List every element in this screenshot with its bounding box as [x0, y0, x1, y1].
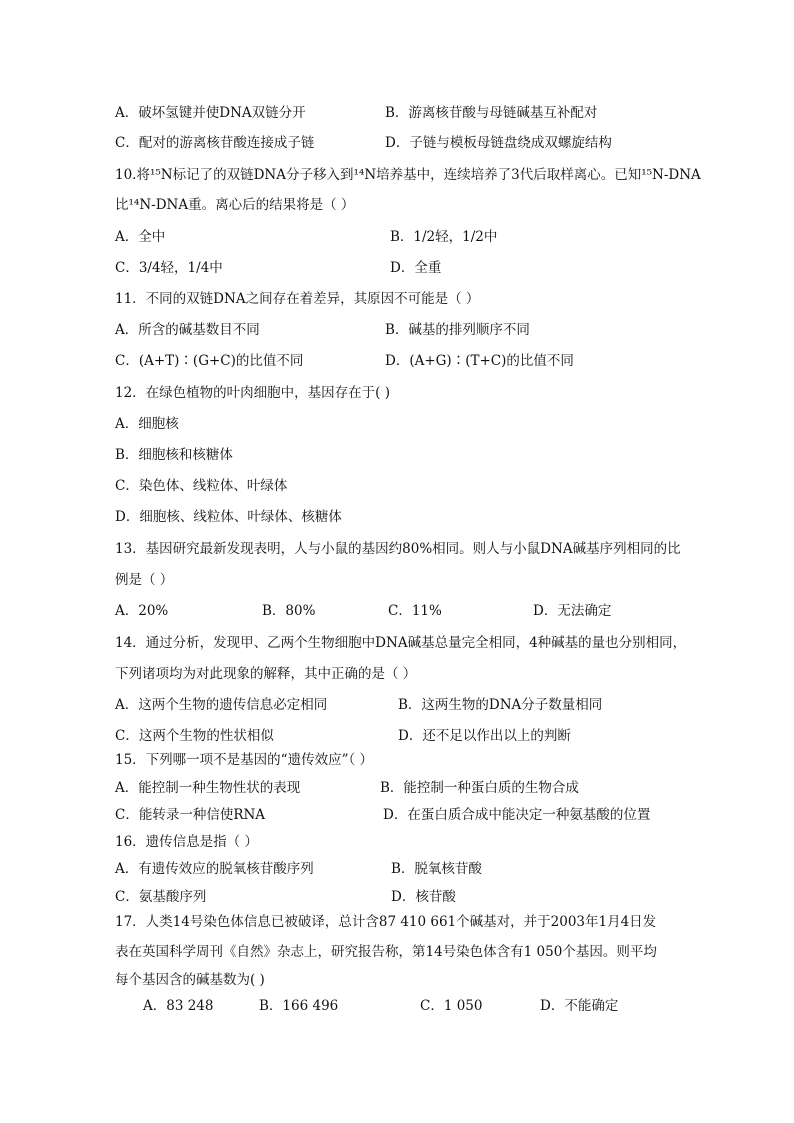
question-stem: 13．基因研究最新发现表明，人与小鼠的基因约80%相同。则人与小鼠DNA碱基序列相同的比	[115, 541, 681, 557]
option-d: D．无法确定	[533, 603, 612, 619]
option-c: C．氨基酸序列	[115, 889, 207, 905]
question-stem: 14．通过分析，发现甲、乙两个生物细胞中DNA碱基总量完全相同，4种碱基的量也分别相同，	[115, 635, 687, 651]
option-b: B．游离核苷酸与母链碱基互补配对	[385, 105, 598, 121]
option-a: A．这两个生物的遗传信息必定相同	[115, 697, 328, 713]
option-c: C．这两个生物的性状相似	[115, 728, 274, 744]
option-b: B．80%	[262, 603, 316, 619]
option-b: B．1/2轻，1/2中	[390, 229, 498, 245]
option-b: B．能控制一种蛋白质的生物合成	[380, 780, 579, 796]
option-a: A．83 248	[143, 998, 214, 1014]
question-stem: 11．不同的双链DNA之间存在着差异，其原因不可能是（ ）	[115, 291, 480, 307]
option-c: C．3/4轻，1/4中	[115, 260, 223, 276]
option-b: B．这两生物的DNA分子数量相同	[398, 697, 603, 713]
question-stem-continued: 例是（ ）	[115, 572, 174, 588]
option-c: C．配对的游离核苷酸连接成子链	[115, 135, 315, 151]
option-d: D．细胞核、线粒体、叶绿体、核糖体	[115, 509, 342, 525]
option-a: A．细胞核	[115, 416, 179, 432]
option-d: D．不能确定	[540, 998, 619, 1014]
option-a: A．所含的碱基数目不同	[115, 322, 260, 338]
option-c: C．能转录一种信使RNA	[115, 807, 266, 823]
option-c: C．1 050	[420, 998, 483, 1014]
question-stem: 15．下列哪一项不是基因的“遗传效应”（ ）	[115, 752, 374, 768]
option-b: B．166 496	[259, 998, 339, 1014]
option-a: A．能控制一种生物性状的表现	[115, 780, 301, 796]
option-b: B．脱氧核苷酸	[391, 861, 482, 877]
option-a: A．全中	[115, 229, 166, 245]
option-a: A．20%	[115, 603, 169, 619]
option-b: B．碱基的排列顺序不同	[385, 322, 530, 338]
option-d: D．子链与模板母链盘绕成双螺旋结构	[385, 135, 612, 151]
option-d: D．还不足以作出以上的判断	[398, 728, 571, 744]
question-stem-continued: 比¹⁴N-DNA重。离心后的结果将是（ ）	[115, 197, 355, 213]
question-stem: 12．在绿色植物的叶肉细胞中，基因存在于( )	[115, 385, 391, 401]
option-b: B．细胞核和核糖体	[115, 447, 233, 463]
option-d: D．全重	[390, 260, 442, 276]
option-c: C．(A+T)∶(G+C)的比值不同	[115, 353, 304, 369]
question-stem-continued: 下列诸项均为对此现象的解释，其中正确的是（ ）	[115, 666, 417, 682]
option-c: C．染色体、线粒体、叶绿体	[115, 478, 288, 494]
option-d: D．(A+G)∶(T+C)的比值不同	[385, 353, 574, 369]
question-stem-continued: 每个基因含的碱基数为( )	[115, 972, 265, 988]
option-d: D．核苷酸	[391, 889, 456, 905]
question-stem-continued: 表在英国科学周刊《自然》杂志上，研究报告称，第14号染色体含有1 050个基因。则平均	[115, 944, 657, 960]
question-stem: 16．遗传信息是指（ ）	[115, 834, 258, 850]
question-stem: 17．人类14号染色体信息已被破译，总计含87 410 661个碱基对，并于2003年1月4日发	[115, 914, 657, 930]
option-a: A．破坏氢键并使DNA双链分开	[115, 105, 306, 121]
option-d: D．在蛋白质合成中能决定一种氨基酸的位置	[383, 807, 651, 823]
option-c: C．11%	[388, 603, 442, 619]
question-stem: 10.将¹⁵N标记了的双链DNA分子移入到¹⁴N培养基中，连续培养了3代后取样离心。已知¹⁵N-DNA	[115, 167, 701, 183]
option-a: A．有遗传效应的脱氧核苷酸序列	[115, 861, 314, 877]
